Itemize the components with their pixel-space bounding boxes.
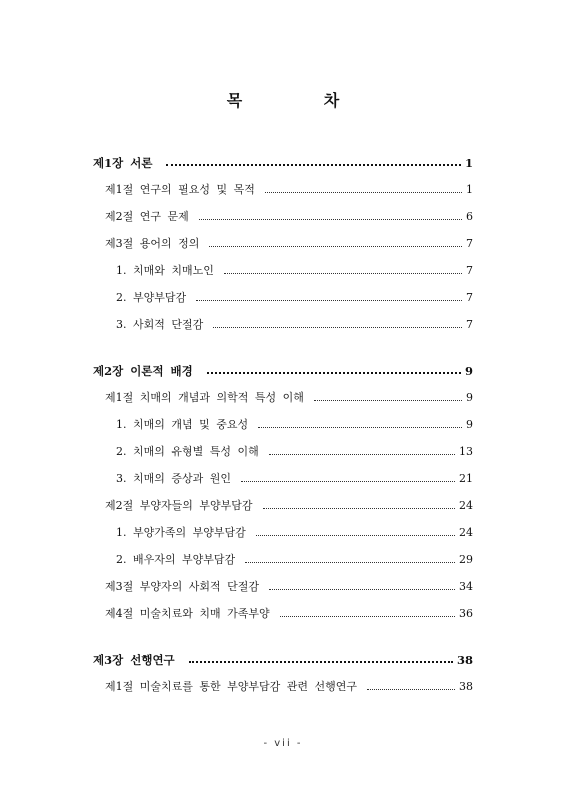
toc-section[interactable] xyxy=(105,576,473,594)
dot-leader xyxy=(189,660,453,663)
toc-chapter-1[interactable] xyxy=(93,152,473,170)
toc-entry-page: 38 xyxy=(456,653,473,667)
dot-leader xyxy=(269,588,455,590)
toc-entry-label: 제4절 미술치료와 치매 가족부양 xyxy=(105,607,270,620)
toc-entry-page: 7 xyxy=(466,291,473,304)
page-title: 목 차 xyxy=(226,91,378,110)
toc-item[interactable] xyxy=(116,287,473,305)
dot-leader xyxy=(263,507,455,509)
toc-entry-page: 1 xyxy=(464,156,473,170)
dot-leader xyxy=(241,480,455,482)
dot-leader xyxy=(213,326,462,328)
dot-leader xyxy=(245,561,455,563)
toc-chapter-3[interactable] xyxy=(93,649,473,667)
toc-chapter-2[interactable] xyxy=(93,360,473,378)
dot-leader xyxy=(314,399,462,401)
dot-leader xyxy=(258,426,462,428)
toc-entry-label: 제2장 이론적 배경 xyxy=(93,364,193,378)
toc-section[interactable] xyxy=(105,179,473,197)
dot-leader xyxy=(256,534,455,536)
toc-entry-label: 2. 배우자의 부양부담감 xyxy=(116,553,236,566)
toc-entry-label: 제1절 미술치료를 통한 부양부담감 관련 선행연구 xyxy=(105,680,357,693)
dot-leader xyxy=(269,453,455,455)
toc-entry-label: 2. 치매의 유형별 특성 이해 xyxy=(116,445,259,458)
toc-entry-page: 7 xyxy=(466,318,473,331)
toc-entry-page: 38 xyxy=(459,680,473,693)
dot-leader xyxy=(196,299,462,301)
toc-entry-page: 6 xyxy=(466,210,473,223)
dot-leader xyxy=(224,272,462,274)
toc-section[interactable] xyxy=(105,495,473,513)
toc-item[interactable] xyxy=(116,414,473,432)
toc-entry-page: 7 xyxy=(466,237,473,250)
dot-leader xyxy=(199,218,462,220)
dot-leader xyxy=(280,615,455,617)
toc-entry-page: 34 xyxy=(459,580,473,593)
toc-item[interactable] xyxy=(116,314,473,332)
toc-entry-label: 제2절 부양자들의 부양부담감 xyxy=(105,499,253,512)
dot-leader xyxy=(367,688,455,690)
toc-entry-label: 제3절 부양자의 사회적 단절감 xyxy=(105,580,259,593)
toc-entry-page: 13 xyxy=(459,445,473,458)
toc-entry-label: 1. 치매와 치매노인 xyxy=(116,264,214,277)
toc-item[interactable] xyxy=(116,522,473,540)
toc-section[interactable] xyxy=(105,206,473,224)
toc-section[interactable] xyxy=(105,387,473,405)
toc-entry-label: 제1절 치매의 개념과 의학적 특성 이해 xyxy=(105,391,304,404)
page-number-footer: - vii - xyxy=(263,738,303,749)
toc-item[interactable] xyxy=(116,549,473,567)
toc-entry-label: 3. 사회적 단절감 xyxy=(116,318,204,331)
toc-entry-page: 24 xyxy=(459,499,473,512)
toc-entry-page: 7 xyxy=(466,264,473,277)
toc-entry-label: 1. 치매의 개념 및 중요성 xyxy=(116,418,249,431)
toc-entry-label: 제3장 선행연구 xyxy=(93,653,175,667)
toc-section[interactable] xyxy=(105,603,473,621)
toc-entry-label: 제1장 서론 xyxy=(93,156,153,170)
toc-entry-label: 1. 부양가족의 부양부담감 xyxy=(116,526,246,539)
toc-entry-page: 1 xyxy=(466,183,473,196)
dot-leader xyxy=(207,371,461,374)
toc-entry-label: 3. 치매의 증상과 원인 xyxy=(116,472,231,485)
toc-entry-page: 36 xyxy=(459,607,473,620)
dot-leader xyxy=(265,191,462,193)
toc-entry-page: 29 xyxy=(459,553,473,566)
toc-item[interactable] xyxy=(116,441,473,459)
toc-section[interactable] xyxy=(105,233,473,251)
toc-entry-page: 9 xyxy=(466,418,473,431)
toc-item[interactable] xyxy=(116,260,473,278)
toc-entry-page: 9 xyxy=(466,391,473,404)
toc-entry-label: 제1절 연구의 필요성 및 목적 xyxy=(105,183,255,196)
toc-entry-label: 제3절 용어의 정의 xyxy=(105,237,200,250)
toc-item[interactable] xyxy=(116,468,473,486)
toc-entry-page: 24 xyxy=(459,526,473,539)
toc-section[interactable] xyxy=(105,676,473,694)
toc-entry-page: 21 xyxy=(459,472,473,485)
dot-leader xyxy=(209,245,462,247)
toc-entry-label: 2. 부양부담감 xyxy=(116,291,187,304)
toc-entry-label: 제2절 연구 문제 xyxy=(105,210,189,223)
dot-leader xyxy=(166,163,461,166)
toc-entry-page: 9 xyxy=(464,364,473,378)
